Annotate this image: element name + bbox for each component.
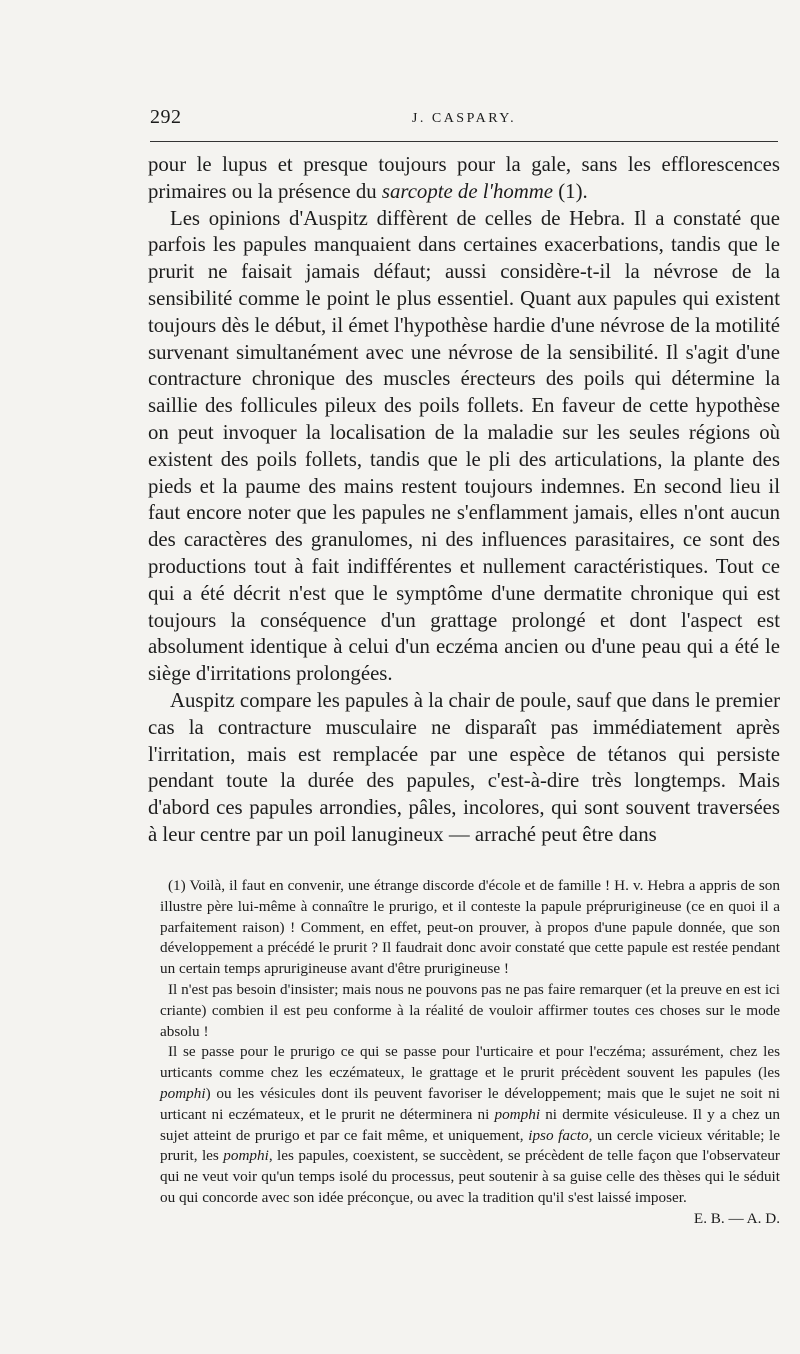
footnote-text: ) ou les vésicules dont ils peuvent favoriser le développement; mais que le sujet ne soit ni urticant ni eczémateux, et le prurit ne déterminera ni (160, 1084, 780, 1123)
emphasis-text: pomphi (494, 1105, 541, 1123)
footnote-text: , les papules, coexistent, se succèdent, se précèdent de telle façon que l'observateur qui ne veut voir qu'un temps isolé du processus, peut soutenir à sa guise celle des thèses qui le séduit ou qui concorde avec son idée préconçue, ou avec la tradition qu'il s'est laissé imposer. (160, 1147, 780, 1206)
emphasis-text: pomphi (223, 1147, 269, 1165)
footnote-reference: (1). (553, 179, 588, 203)
footnote-1: (1) Voilà, il faut en convenir, une étrange discorde d'école et de famille ! H. v. Hebra a appris de son illustre père lui-même à connaître le prurigo, et il conteste la papule préprurigineuse (ce en quoi il a parfaitement raison) ! Comment, en effet, peut-on prouver, à propos d'une papule donnée, que son développement a précédé le prurit ? Il faudrait donc avoir constaté que cette papule est restée pendant un certain temps aprurigineuse avant d'être prurigineuse ! (160, 877, 780, 978)
paragraph-auspitz-comparison: Auspitz compare les papules à la chair de poule, sauf que dans le premier cas la contracture musculaire ne disparaît pas immédiatement après l'irritation, mais est remplacée par une espèce de tétanos qui persiste pendant toute la durée des papules, c'est-à-dire très longtemps. Mais d'abord ces papules arrondies, pâles, incolores, qui sont souvent traversées à leur centre par un poil lanugineux — arraché peut être dans (148, 688, 780, 846)
footnote-1-continued: Il n'est pas besoin d'insister; mais nous ne pouvons pas ne pas faire remarquer (et la preuve en est ici criante) combien il est peu conforme à la réalité de vouloir affirmer toutes ces choses sur le mode absolu ! (160, 980, 780, 1040)
paragraph-text: pour le lupus et presque toujours pour la gale, sans les efflorescences primaires ou la présence du (148, 153, 780, 203)
footnotes (160, 876, 780, 1230)
header-rule (150, 141, 778, 142)
footnote-text: Il se passe pour le prurigo ce qui se passe pour l'urticaire et pour l'eczéma; assurément, chez les urticants comme chez les eczémateux, le grattage et le prurit précèdent souvent les papules (les (160, 1043, 780, 1082)
emphasis-text: pomphi (160, 1084, 206, 1102)
emphasis-text: ipso facto (528, 1126, 589, 1144)
paragraph-auspitz-opinions: Les opinions d'Auspitz diffèrent de celles de Hebra. Il a constaté que parfois les papules manquaient dans certaines exacerbations, tandis que le prurit ne faisait jamais défaut; aussi considère-t-il la névrose de la sensibilité comme le point le plus essentiel. Quant aux papules qui existent toujours dès le début, il émet l'hypothèse hardie d'une névrose de la motilité survenant simultanément avec une névrose de la sensibilité. Il s'agit d'une contracture chronique des muscles érecteurs des poils qui détermine la saillie des follicules pileux des poils follets. En faveur de cette hypothèse on peut invoquer la localisation de la maladie sur les seules régions où existent des poils follets, tandis que le pli des articulations, la plante des pieds et la paume des mains restent toujours indemnes. En second lieu il faut encore noter que les papules ne s'enflamment jamais, elles n'ont aucun des caractères des granulomes, ni des influences parasitaires, ce sont des productions tout à fait indifférentes et nullement caractéristiques. Tout ce qui a été décrit n'est que le symptôme d'une dermatite chronique qui est toujours la conséquence d'un grattage prolongé et dont l'aspect est absolument identique à celui d'un eczéma ancien ou d'une peau qui a été le siège d'irritations prolongées. (148, 206, 780, 686)
footnote-text: , un cercle vicieux véritable; le prurit, les (160, 1126, 781, 1165)
footnote-1-final (160, 1042, 781, 1227)
footnote-text: ni dermite vésiculeuse. Il y a chez un sujet atteint de prurigo et par ce fait même, et uniquement, (160, 1105, 780, 1144)
footnote-signature: E. B. — A. D. (693, 1209, 780, 1227)
page-header (150, 106, 778, 134)
paragraph-continuation (148, 152, 780, 206)
emphasis-text: sarcopte de l'homme (381, 179, 554, 203)
main-text (148, 152, 780, 849)
running-head: J. CASPARY. (411, 111, 517, 126)
page-number: 292 (150, 106, 182, 128)
